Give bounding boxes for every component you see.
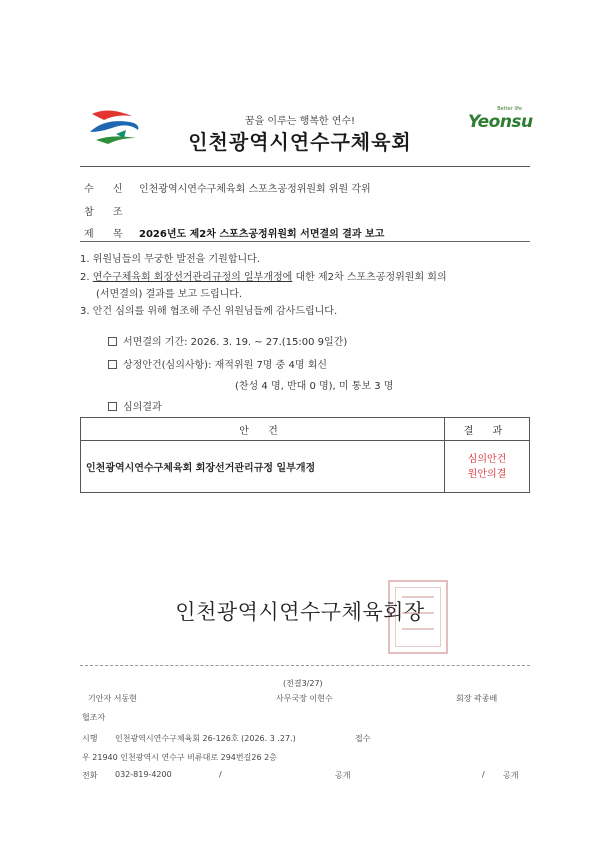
result-line-1: 심의안건 bbox=[467, 453, 507, 465]
table-row bbox=[81, 441, 530, 493]
checkbox-icon bbox=[108, 360, 117, 369]
agenda-row bbox=[108, 356, 327, 371]
footer-divider bbox=[80, 665, 530, 666]
brand-word: Yeonsu bbox=[468, 112, 533, 132]
agenda-text: 상정안건(심의사항): 재적위원 7명 중 4명 회신 bbox=[123, 360, 328, 371]
recipient-value: 인천광역시연수구체육회 스포츠공정위원회 위원 각위 bbox=[139, 184, 371, 195]
head-name: 인천광역시연수구체육회장 bbox=[175, 600, 425, 624]
org-title: 인천광역시연수구체육회 bbox=[188, 130, 412, 154]
meta-divider bbox=[80, 241, 530, 242]
cooperator-label: 협조자 bbox=[82, 713, 106, 722]
result-line-2: 원안의결 bbox=[467, 468, 507, 480]
slogan: 꿈을 이루는 행복한 연수! bbox=[244, 116, 356, 127]
body-line-2-prefix: 2. bbox=[80, 272, 93, 283]
body-line-3: 3. 안건 심의를 위해 협조해 주신 위원님들께 감사드립니다. bbox=[80, 306, 338, 317]
result-label: 심의결과 bbox=[123, 402, 162, 413]
reference-row bbox=[84, 203, 139, 218]
table-header-row bbox=[81, 418, 530, 441]
address: 우 21940 인천광역시 연수구 비류대로 294번길26 2층 bbox=[82, 753, 277, 762]
recipient-label: 수 신 bbox=[84, 184, 131, 195]
separator-slash: / bbox=[482, 770, 485, 779]
period-text: 서면결의 기간: 2026. 3. 19. ~ 27.(15:00 9일간) bbox=[123, 337, 348, 348]
receipt-label: 접수 bbox=[355, 734, 371, 743]
brand-tagline: Better life bbox=[497, 106, 522, 112]
disclosure-1: 공개 bbox=[335, 771, 351, 780]
header-result: 결 과 bbox=[445, 418, 530, 441]
recipient-row bbox=[84, 180, 371, 195]
reference-label: 참 조 bbox=[84, 207, 131, 218]
secretary: 사무국장 이현수 bbox=[276, 694, 333, 703]
phone-label: 전화 bbox=[82, 771, 98, 780]
body-line-2-underlined: 연수구체육회 회장선거관리규정의 일부개정에 bbox=[92, 272, 293, 283]
yeonsu-brand-logo bbox=[466, 106, 533, 140]
subject-label: 제 목 bbox=[84, 229, 131, 240]
enforce-value: 인천광역시연수구체육회 26-126호 (2026. 3 .27.) bbox=[115, 734, 296, 743]
subject-value: 2026년도 제2차 스포츠공정위원회 서면결의 결과 보고 bbox=[139, 229, 385, 240]
header-agenda: 안 건 bbox=[81, 418, 445, 441]
separator-slash: / bbox=[219, 770, 222, 779]
body-line-1: 1. 위원님들의 무궁한 발전을 기원합니다. bbox=[80, 254, 260, 265]
enforce-label: 시행 bbox=[82, 734, 98, 743]
body-line-2 bbox=[80, 268, 447, 283]
body-line-2-continued: (서면결의) 결과를 보고 드립니다. bbox=[96, 289, 243, 300]
header-divider bbox=[80, 166, 530, 167]
phone-value: 032-819-4200 bbox=[115, 770, 172, 779]
checkbox-icon bbox=[108, 337, 117, 346]
drafter: 기안자 서동현 bbox=[88, 694, 137, 703]
decision-note: (전결3/27) bbox=[283, 679, 323, 688]
result-table bbox=[80, 417, 530, 493]
votes-text: (찬성 4 명, 반대 0 명), 미 통보 3 명 bbox=[235, 381, 394, 392]
checkbox-icon bbox=[108, 402, 117, 411]
president: 회장 곽종배 bbox=[456, 694, 498, 703]
agenda-cell: 인천광역시연수구체육회 회장선거관리규정 일부개정 bbox=[81, 441, 445, 493]
period-row bbox=[108, 333, 347, 348]
result-cell bbox=[445, 441, 530, 493]
body-line-2-suffix: 대한 제2차 스포츠공정위원회 회의 bbox=[292, 272, 447, 283]
disclosure-2: 공개 bbox=[503, 771, 519, 780]
result-row bbox=[108, 398, 162, 413]
subject-row bbox=[84, 225, 384, 240]
